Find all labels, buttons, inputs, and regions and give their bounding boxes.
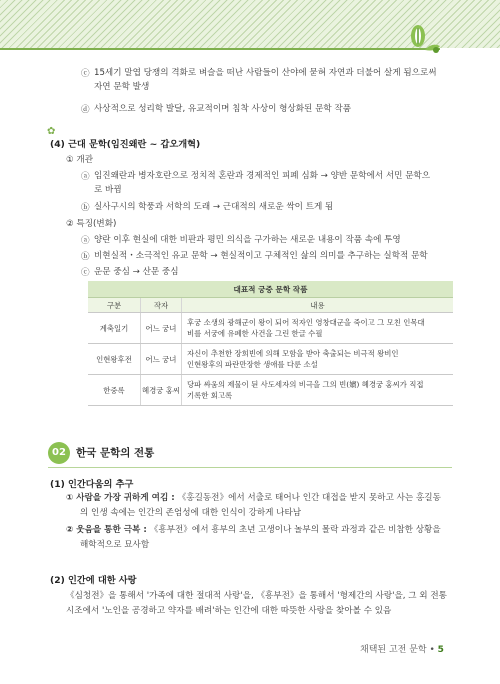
court-literature-table (88, 281, 453, 406)
features-c-line1: 운문 중심 → 산문 중심 (94, 267, 179, 277)
content-line: 비를 서궁에 유폐한 사건을 그린 한글 수필 (187, 329, 323, 338)
table-cell-content (182, 344, 454, 375)
item-c-line2: 자연 문학 발생 (94, 82, 150, 92)
table-cell-title: 계축일기 (88, 313, 141, 344)
table-cell-author: 어느 궁녀 (141, 313, 182, 344)
content-line: 후궁 소생의 광해군이 왕이 되어 적자인 영창대군을 죽이고 그 모친 인목대 (187, 318, 425, 327)
footer-bullet: • (429, 645, 435, 655)
content-line: 인현왕후의 파란만장한 생애를 다룬 소설 (187, 360, 318, 369)
humanity-heading: (1) 인간다움의 추구 (50, 479, 134, 490)
section-divider (48, 467, 452, 468)
love-heading: (2) 인간에 대한 사랑 (50, 575, 137, 586)
table-cell-author: 어느 궁녀 (141, 344, 182, 375)
table-row (88, 375, 453, 406)
humanity-item2-line1: 《흥부전》에서 흥부의 초년 고생이나 놀부의 몰락 과정과 같은 비참한 상황을 (149, 525, 441, 535)
table-cell-author: 혜경궁 홍씨 (141, 375, 182, 406)
seedling-icon (398, 20, 444, 54)
humanity-item2-label: ② 웃음을 통한 극복 : (66, 525, 150, 535)
overview-a-line1: 임진왜란과 병자호란으로 정치적 혼란과 경제적인 피폐 심화 → 양반 문학에서 서민 문학으 (94, 171, 431, 181)
table-row (88, 344, 453, 375)
overview-a-marker: ⓐ (81, 172, 90, 182)
humanity-item1-label: ① 사람을 가장 귀하게 여김 : (66, 493, 178, 503)
features-a-marker: ⓐ (81, 236, 90, 246)
item-c-line1: 15세기 말엽 당쟁의 격화로 벼슬을 떠난 사람들이 산야에 묻혀 자연과 더불어 살게 됨으로써 (94, 68, 437, 78)
content-line: 자신이 추천한 장희빈에 의해 모함을 받아 축출되는 비극적 왕비인 (187, 349, 399, 358)
table-row (88, 313, 453, 344)
page-footer (360, 642, 444, 655)
overview-b-line1: 실사구시의 학풍과 서학의 도래 → 근대적의 새로운 싹이 트게 됨 (94, 202, 334, 212)
humanity-item1 (66, 492, 441, 504)
table-cell-content (182, 313, 454, 344)
section-title: 한국 문학의 전통 (76, 447, 155, 459)
table-cell-content (182, 375, 454, 406)
table-header-author: 작자 (141, 298, 182, 313)
overview-b-marker: ⓑ (81, 203, 90, 213)
features-label: ② 특징(변화) (66, 219, 117, 229)
item-marker-d: ⓓ (81, 105, 90, 115)
humanity-item2-line2: 해학적으로 묘사함 (80, 540, 150, 550)
page-number: 5 (437, 645, 444, 655)
table-header-content: 내용 (182, 298, 454, 313)
footer-text: 채택된 고전 문학 (360, 645, 427, 655)
overview-label: ① 개관 (66, 155, 94, 165)
love-line1: 《심청전》을 통해서 '가족에 대한 절대적 사랑'을, 《흥부전》을 통해서 '형제간의 사랑'을, 그 외 전통 (66, 591, 447, 601)
item-d-line1: 사상적으로 성리학 발달, 유교적이며 침착 사상이 형상화된 문학 작품 (94, 104, 352, 114)
modern-heading: (4) 근대 문학(임진왜란 ~ 갑오개혁) (50, 139, 201, 150)
features-b-marker: ⓑ (81, 252, 90, 262)
table-header-category: 구분 (88, 298, 141, 313)
features-a-line1: 양란 이후 현실에 대한 비판과 평민 의식을 구가하는 새로운 내용이 작품 속에 투영 (94, 235, 401, 245)
overview-a-line2: 로 바뀜 (94, 185, 122, 195)
features-b-line1: 비현실적・소극적인 유교 문학 → 현실적이고 구체적인 삶의 의미를 추구하는 실학적 문학 (94, 251, 428, 261)
features-c-marker: ⓒ (81, 268, 90, 278)
content-line: 당파 싸움의 제물이 된 사도세자의 비극을 그의 빈(嬪) 혜경궁 홍씨가 직접 (187, 380, 424, 389)
humanity-item1-line2: 의 인생 속에는 인간의 존엄성에 대한 인식이 강하게 나타남 (80, 508, 302, 518)
humanity-item1-line1: 《홍길동전》에서 서출로 태어나 인간 대접을 받지 못하고 사는 홍길동 (177, 493, 441, 503)
content-line: 기록한 회고록 (187, 391, 233, 400)
love-line2: 시조에서 '노인을 공경하고 약자를 배려'하는 인간에 대한 따뜻한 사랑을 찾아볼 수 있음 (66, 606, 392, 616)
table-caption: 대표적 궁중 문학 작품 (88, 281, 453, 298)
header-divider-line (0, 48, 440, 50)
table-cell-title: 한중록 (88, 375, 141, 406)
item-marker-c: ⓒ (81, 69, 90, 79)
humanity-item2 (66, 524, 441, 536)
section-number-badge: 02 (48, 442, 70, 464)
table-cell-title: 인현왕후전 (88, 344, 141, 375)
star-cluster-icon: ✿ (47, 126, 56, 137)
